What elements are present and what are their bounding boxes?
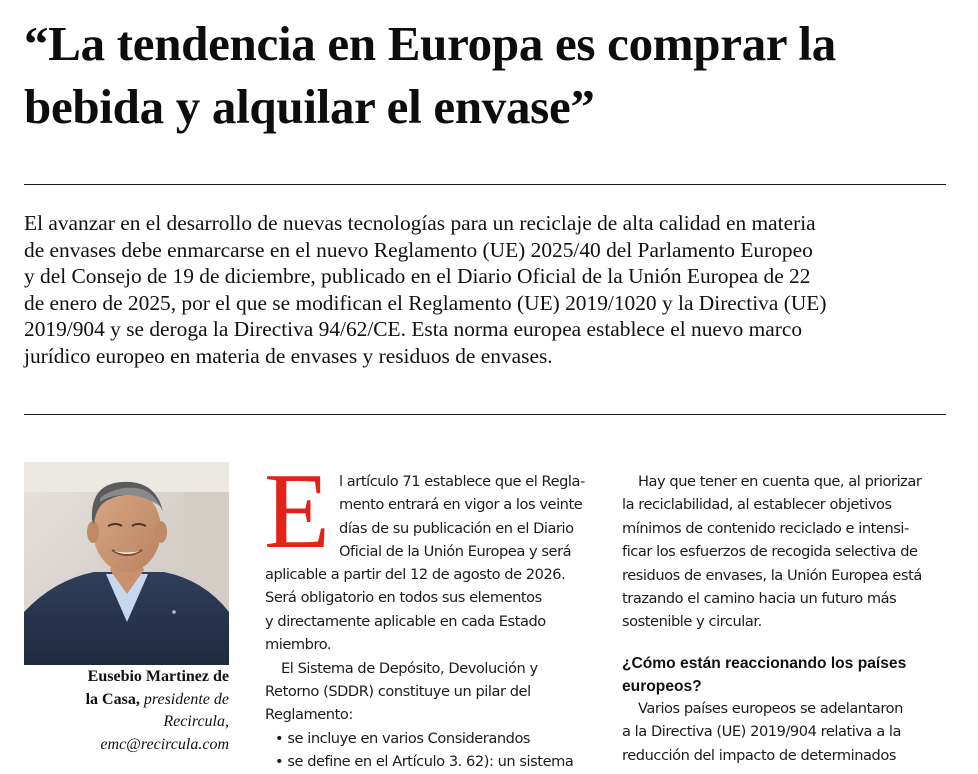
body-line: Oficial de la Unión Europea y será (339, 543, 572, 561)
subheading-line: ¿Cómo están reaccionando los países (622, 655, 907, 672)
top-divider (24, 184, 946, 185)
body-line: la reciclabilidad, al establecer objetivos (622, 496, 892, 514)
column-2-continued (622, 697, 957, 767)
author-email: emc@recircula.com (100, 735, 229, 753)
lead-line: de envases debe enmarcarse en el nuevo Reglamento (UE) 2025/40 del Parlamento Europeo (24, 237, 813, 262)
lead-line: y del Consejo de 19 de diciembre, publicado en el Diario Oficial de la Unión Europea de 22 (24, 264, 811, 289)
body-line: sostenible y circular. (622, 613, 762, 631)
author-photo (24, 462, 229, 665)
column-1-body (265, 563, 600, 774)
author-name-end: la Casa, (85, 690, 140, 708)
body-line: l artículo 71 establece que el Regla- (339, 473, 585, 490)
list-item: • se define en el Artículo 3. 62): un sistema (275, 753, 574, 771)
list-item: • se incluye en varios Considerandos (275, 729, 531, 747)
author-caption (24, 666, 229, 756)
subheading-line: europeos? (622, 678, 702, 695)
body-line: residuos de envases, la Unión Europea está (622, 566, 922, 584)
body-line: mento entrará en vigor a los veinte (339, 496, 583, 514)
author-name-role-line (24, 689, 229, 712)
column-1-indented (339, 470, 599, 564)
title-line: “La tendencia en Europa es comprar la (24, 16, 836, 71)
body-line: ficar los esfuerzos de recogida selectiva de (622, 543, 918, 561)
author-portrait-image (24, 462, 229, 665)
lead-paragraph (24, 210, 954, 370)
body-line: Hay que tener en cuenta que, al priorizar (638, 473, 922, 490)
lead-line: jurídico europeo en materia de envases y residuos de envases. (24, 343, 553, 368)
body-line: miembro. (265, 636, 332, 654)
title-line: bebida y alquilar el envase” (24, 79, 595, 134)
section-subheading (622, 652, 952, 698)
article-title (24, 12, 964, 138)
body-line: trazando el camino hacia un futuro más (622, 590, 897, 608)
body-line: y directamente aplicable en cada Estado (265, 612, 546, 630)
body-line: aplicable a partir del 12 de agosto de 2026. (265, 566, 566, 583)
author-organization: Recircula, (163, 713, 229, 730)
body-line: mínimos de contenido reciclado e intensi- (622, 519, 909, 537)
bottom-divider (24, 414, 946, 415)
lead-line: El avanzar en el desarrollo de nuevas tecnologías para un reciclaje de alta calidad en materia (24, 211, 816, 235)
column-2-body (622, 470, 957, 634)
body-line: El Sistema de Depósito, Devolución y (281, 659, 538, 677)
body-line: días de su publicación en el Diario (339, 519, 574, 537)
body-line: reducción del impacto de determinados (622, 746, 896, 764)
body-line: Será obligatorio en todos sus elementos (265, 589, 542, 607)
drop-cap: E (264, 452, 330, 571)
body-line: Reglamento: (265, 706, 353, 724)
lead-line: 2019/904 y se deroga la Directiva 94/62/CE. Esta norma europea establece el nuevo marco (24, 317, 803, 342)
author-role: presidente de (139, 690, 229, 708)
author-name-line: Eusebio Martinez de (87, 668, 229, 685)
body-line: a la Directiva (UE) 2019/904 relativa a la (622, 723, 901, 741)
body-line: Retorno (SDDR) constituye un pilar del (265, 683, 531, 701)
lead-line: de enero de 2025, por el que se modifican el Reglamento (UE) 2019/1020 y la Directiva (UE) (24, 290, 827, 315)
body-line: Varios países europeos se adelantaron (638, 700, 903, 717)
